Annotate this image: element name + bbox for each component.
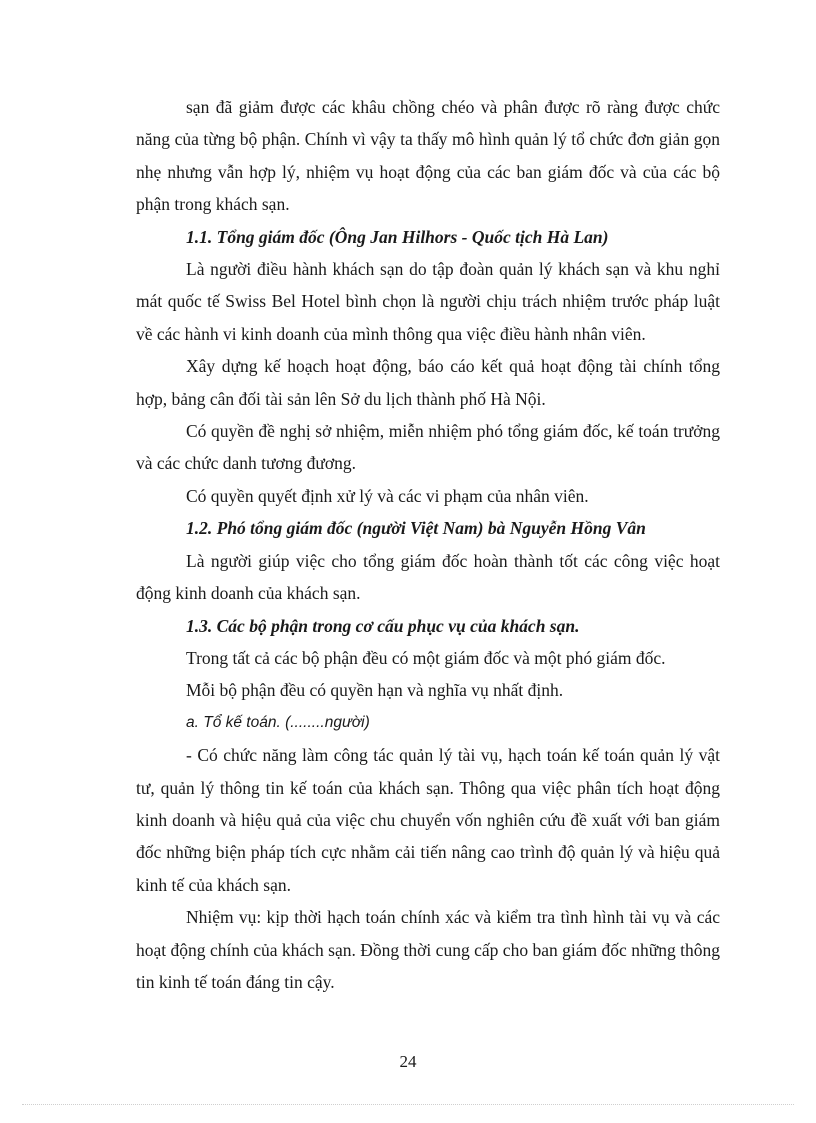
paragraph-continuation: sạn đã giảm được các khâu chồng chéo và phân được rõ ràng được chức năng của từng bộ phận. Chính vì vậy ta thấy mô hình quản lý tổ chức đơn giản gọn nhẹ nhưng vẫn hợp lý, nhiệm vụ hoạt động của các ban giám đốc và của các bộ phận trong khách sạn. — [136, 97, 720, 215]
paragraph: Có quyền quyết định xử lý và các vi phạm của nhân viên. — [186, 485, 589, 506]
paragraph: Nhiệm vụ: kịp thời hạch toán chính xác và kiểm tra tình hình tài vụ và các hoạt động chính của khách sạn. Đồng thời cung cấp cho ban giám đốc những thông tin kinh tế toán đáng tin cậy. — [136, 907, 720, 992]
paragraph: Có quyền đề nghị sở nhiệm, miễn nhiệm phó tổng giám đốc, kế toán trưởng và các chức danh tương đương. — [136, 421, 720, 474]
page-body — [136, 91, 720, 998]
heading-deputy-director: 1.2. Phó tổng giám đốc (người Việt Nam) bà Nguyễn Hồng Vân — [186, 518, 646, 539]
paragraph: Xây dựng kế hoạch hoạt động, báo cáo kết quả hoạt động tài chính tổng hợp, bảng cân đối tài sản lên Sở du lịch thành phố Hà Nội. — [136, 356, 720, 409]
page-number: 24 — [399, 1052, 417, 1071]
paragraph: Là người điều hành khách sạn do tập đoàn quản lý khách sạn và khu nghỉ mát quốc tế Swiss Bel Hotel bình chọn là người chịu trách nhiệm trước pháp luật về các hành vi kinh doanh của mình thông qua việc điều hành nhân viên. — [136, 259, 720, 344]
heading-departments: 1.3. Các bộ phận trong cơ cấu phục vụ của khách sạn. — [186, 615, 580, 636]
paragraph: Là người giúp việc cho tổng giám đốc hoàn thành tốt các công việc hoạt động kinh doanh của khách sạn. — [136, 550, 720, 604]
heading-general-director: 1.1. Tổng giám đốc (Ông Jan Hilhors - Quốc tịch Hà Lan) — [186, 226, 609, 247]
subheading-accounting: a. Tổ kế toán. (........người) — [186, 713, 370, 731]
page-bottom-divider — [22, 1104, 794, 1105]
paragraph: Trong tất cả các bộ phận đều có một giám đốc và một phó giám đốc. — [186, 647, 666, 668]
paragraph: Mỗi bộ phận đều có quyền hạn và nghĩa vụ nhất định. — [186, 680, 564, 701]
paragraph: - Có chức năng làm công tác quản lý tài vụ, hạch toán kế toán quản lý vật tư, quản lý thông tin kế toán của khách sạn. Thông qua việc phân tích hoạt động kinh doanh và hiệu quả của việc chu chuyển vốn nghiên cứu đề xuất với ban giám đốc những biện pháp tích cực nhằm cải tiến nâng cao trình độ quản lý và hiệu quả kinh tế của khách sạn. — [136, 745, 720, 895]
